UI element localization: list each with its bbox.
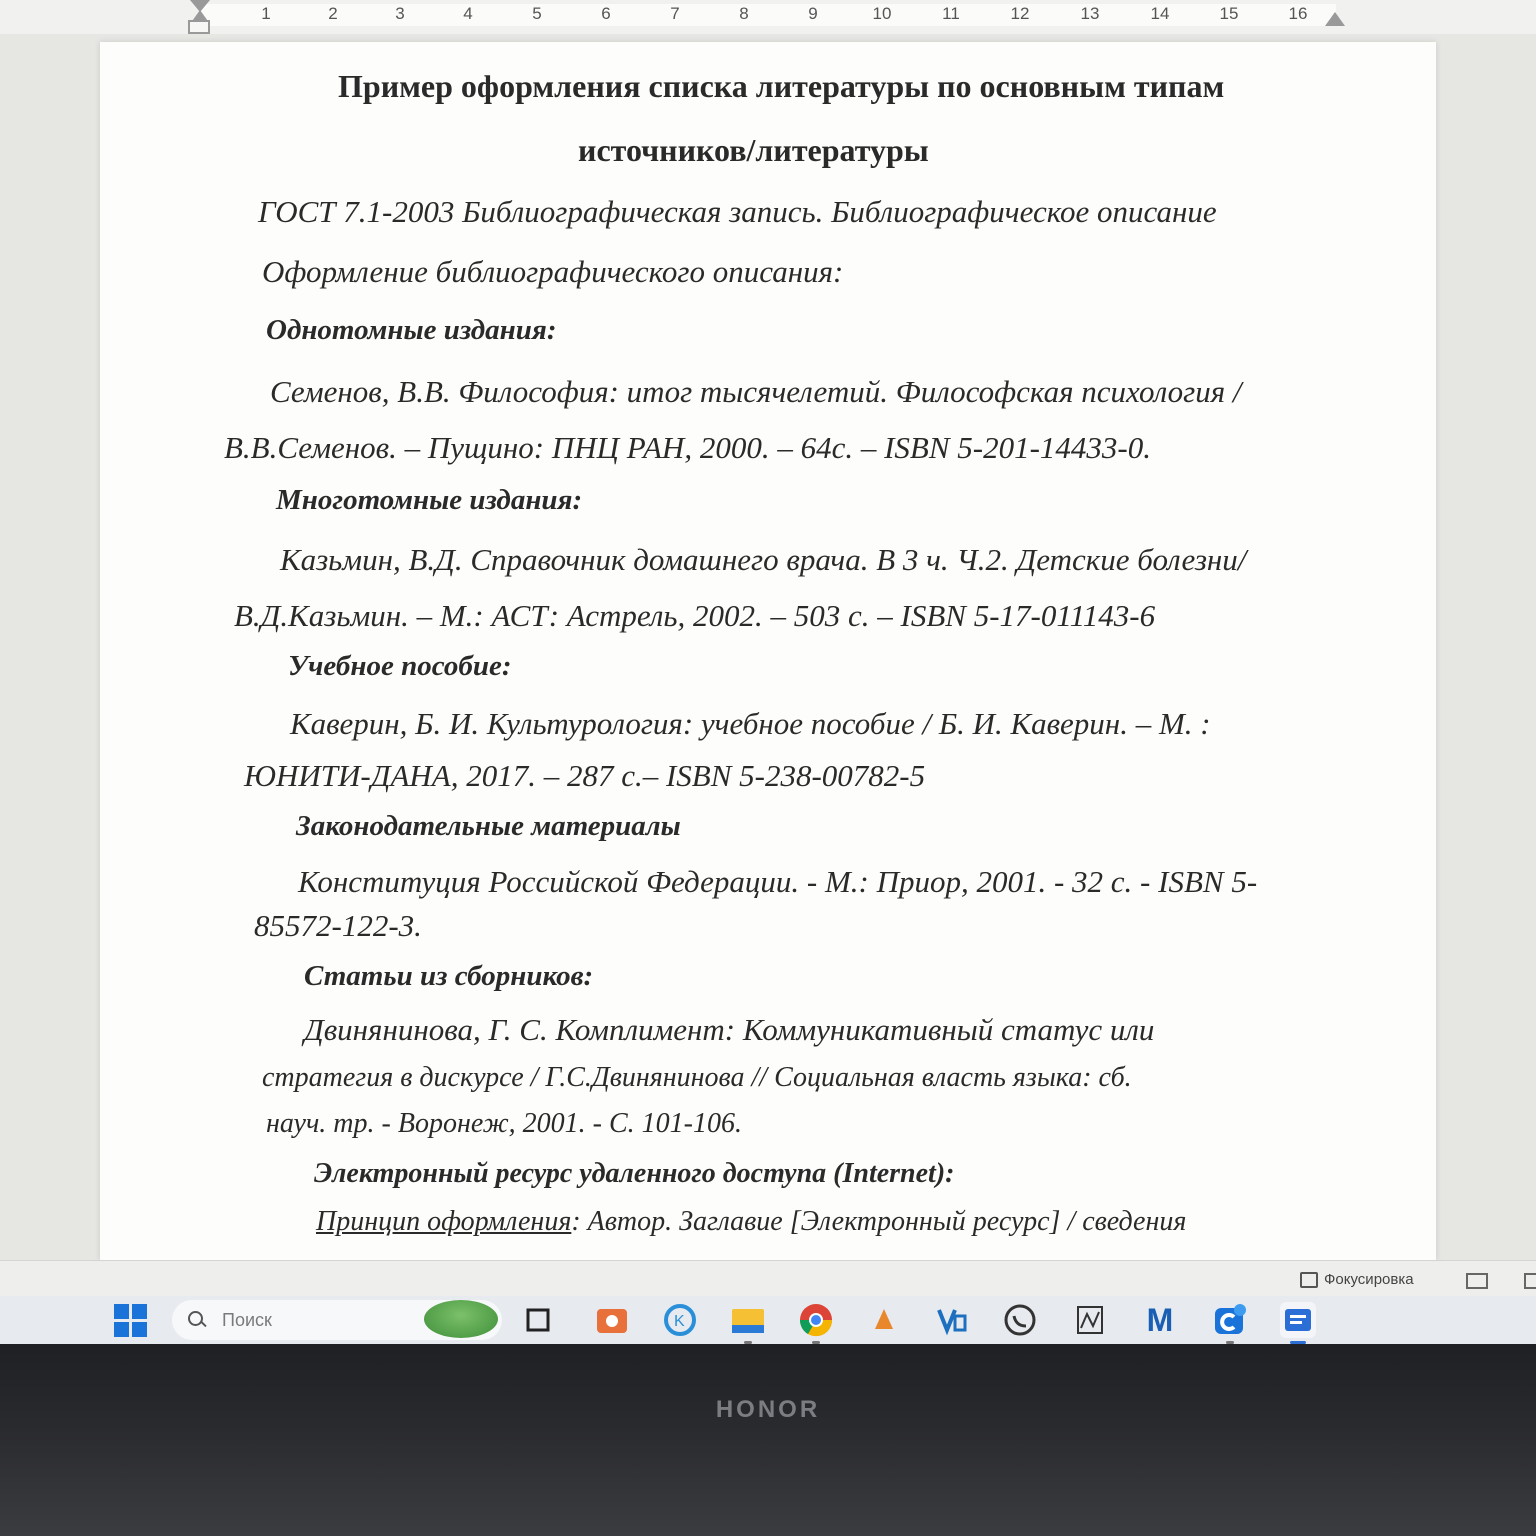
entry-line: В.Д.Казьмин. – М.: АСТ: Астрель, 2002. – 503 с. – ISBN 5-17-011143-6 [234,598,1156,633]
entry-line: Семенов, В.В. Философия: итог тысячелетий. Философская психология / [270,374,1242,409]
read-mode-icon[interactable] [1466,1273,1488,1289]
brand-logo: HONOR [715,1396,821,1423]
entry-line: 85572-122-3. [254,908,422,943]
task-view-icon[interactable] [520,1302,556,1338]
section-heading: Однотомные издания: [266,314,557,346]
entry-line: ЮНИТИ-ДАНА, 2017. – 287 с.– ISBN 5-238-00782-5 [244,758,926,793]
doc-title-line-2: источников/литературы [578,132,929,168]
entry-line: Двинянинова, Г. С. Комплимент: Коммуникативный статус или [304,1012,1155,1047]
laptop-bezel [0,1344,1536,1536]
right-indent-marker[interactable] [1325,12,1345,26]
c-app-icon[interactable] [1212,1302,1248,1338]
kaspersky-icon[interactable] [662,1302,698,1338]
m-app-icon[interactable] [1142,1302,1178,1338]
focus-label: Фокусировка [1324,1271,1414,1288]
section-heading: Статьи из сборников: [304,960,594,992]
ruler-number: 14 [1150,4,1170,23]
ruler-number: 12 [1010,4,1030,23]
entry-line [316,1206,1186,1238]
section-heading: Многотомные издания: [276,484,583,516]
media-icon[interactable] [1072,1302,1108,1338]
entry-line: Каверин, Б. И. Культурология: учебное пособие / Б. И. Каверин. – М. : [290,706,1211,741]
ruler-number: 6 [601,4,611,23]
section-heading: Законодательные материалы [296,810,681,842]
section-heading: Учебное пособие: [288,650,512,682]
entry-line: Казьмин, В.Д. Справочник домашнего врача. В 3 ч. Ч.2. Детские болезни/ [280,542,1247,577]
entry-rest: : Автор. Заглавие [Электронный ресурс] / сведения [571,1206,1187,1237]
focus-mode-button[interactable] [1300,1271,1414,1288]
whatsapp-icon[interactable] [1002,1302,1038,1338]
focus-icon [1300,1272,1318,1288]
entry-line: науч. тр. - Воронеж, 2001. - С. 101-106. [266,1108,742,1139]
start-button[interactable] [112,1302,148,1338]
ruler-number: 1 [261,4,271,23]
entry-line: Конституция Российской Федерации. - М.: Приор, 2001. - 32 с. - ISBN 5- [298,864,1258,899]
entry-line: В.В.Семенов. – Пущино: ПНЦ РАН, 2000. – 64с. – ISBN 5-201-14433-0. [224,430,1151,465]
ruler-number: 10 [872,4,892,23]
horizontal-ruler[interactable] [0,0,1536,35]
intro-line: Оформление библиографического описания: [262,254,844,289]
svg-text:K: K [674,1313,685,1330]
left-margin-marker[interactable] [188,20,210,34]
entry-line: стратегия в дискурсе / Г.С.Двинянинова // Социальная власть языка: сб. [262,1062,1132,1093]
taskbar [0,1296,1536,1344]
ruler-number: 15 [1219,4,1239,23]
m-glyph: M [1146,1301,1174,1338]
ruler-number: 13 [1080,4,1100,23]
document-canvas [0,34,1536,1260]
ruler-number: 8 [739,4,749,23]
vs-code-icon[interactable] [934,1302,970,1338]
document-page[interactable] [100,42,1436,1260]
ruler-number: 9 [808,4,818,23]
status-bar [0,1260,1536,1297]
app-icon[interactable] [866,1302,902,1338]
widgets-icon[interactable] [424,1300,498,1338]
snipping-tool-icon[interactable] [594,1302,630,1338]
ruler-number: 2 [328,4,338,23]
ruler-number: 16 [1288,4,1308,23]
ruler-number: 11 [942,4,960,23]
underlined-phrase: Принцип оформления [316,1206,572,1237]
ruler-number: 3 [395,4,405,23]
ruler-number: 7 [670,4,680,23]
gost-line: ГОСТ 7.1-2003 Библиографическая запись. Библиографическое описание [258,194,1217,229]
word-icon[interactable] [1280,1302,1316,1338]
ruler-number: 4 [463,4,473,23]
search-input[interactable] [220,1309,404,1332]
file-explorer-icon[interactable] [730,1302,766,1338]
doc-title-line-1: Пример оформления списка литературы по основным типам [338,68,1225,104]
chrome-icon[interactable] [798,1302,834,1338]
search-icon [188,1311,206,1329]
print-layout-icon[interactable] [1524,1273,1536,1289]
ruler-number: 5 [532,4,542,23]
windows-icon [114,1304,147,1337]
section-heading: Электронный ресурс удаленного доступа (Internet): [314,1158,955,1189]
